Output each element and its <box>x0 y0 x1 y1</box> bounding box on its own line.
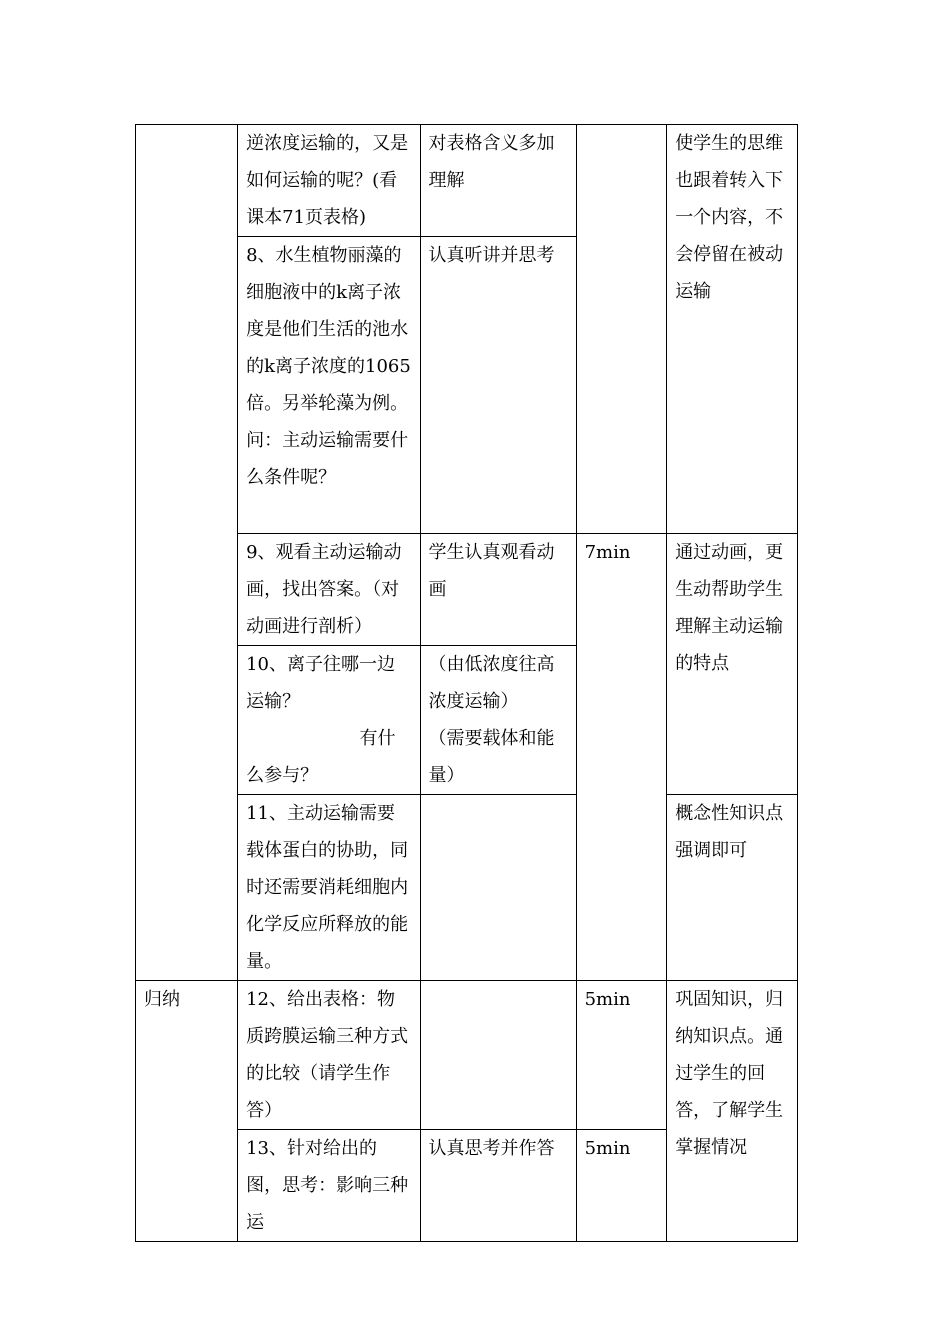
answer-text: （需要载体和能量） <box>428 728 555 786</box>
content-cell: 逆浓度运输的，又是如何运输的呢？(看课本71页表格) <box>238 125 420 237</box>
stage-cell <box>136 125 238 981</box>
student-activity-cell <box>420 981 576 1130</box>
table-row <box>136 125 798 237</box>
purpose-cell: 巩固知识，归纳知识点。通过学生的回答，了解学生掌握情况 <box>667 981 798 1242</box>
content-cell: 13、针对给出的图，思考：影响三种运 <box>238 1130 420 1242</box>
question-text-end: 么参与？ <box>246 765 319 786</box>
question-text-continued: 有什 <box>359 728 396 749</box>
lesson-plan-table <box>135 124 798 1242</box>
table-row <box>136 981 798 1130</box>
stage-cell: 归纳 <box>136 981 238 1242</box>
time-cell <box>576 125 667 534</box>
purpose-cell: 概念性知识点强调即可 <box>667 795 798 981</box>
answer-text: （由低浓度往高浓度运输） <box>428 654 555 712</box>
content-cell: 12、给出表格：物质跨膜运输三种方式的比较（请学生作答） <box>238 981 420 1130</box>
student-activity-cell: 学生认真观看动画 <box>420 534 576 646</box>
purpose-cell: 通过动画，更生动帮助学生理解主动运输的特点 <box>667 534 798 795</box>
content-cell <box>238 646 420 795</box>
content-cell: 8、水生植物丽藻的细胞液中的k离子浓度是他们生活的池水的k离子浓度的1065倍。另举轮藻为例。问：主动运输需要什么条件呢？ <box>238 237 420 534</box>
student-activity-cell <box>420 795 576 981</box>
student-activity-cell <box>420 646 576 795</box>
content-cell: 11、主动运输需要载体蛋白的协助，同时还需要消耗细胞内化学反应所释放的能量。 <box>238 795 420 981</box>
question-text: 10、离子往哪一边运输？ <box>246 654 396 712</box>
time-cell: 5min <box>576 1130 667 1242</box>
time-cell: 5min <box>576 981 667 1130</box>
student-activity-cell: 认真思考并作答 <box>420 1130 576 1242</box>
time-cell: 7min <box>576 534 667 981</box>
student-activity-cell: 对表格含义多加理解 <box>420 125 576 237</box>
content-cell: 9、观看主动运输动画，找出答案。（对动画进行剖析） <box>238 534 420 646</box>
student-activity-cell: 认真听讲并思考 <box>420 237 576 534</box>
purpose-cell: 使学生的思维也跟着转入下一个内容，不会停留在被动运输 <box>667 125 798 534</box>
